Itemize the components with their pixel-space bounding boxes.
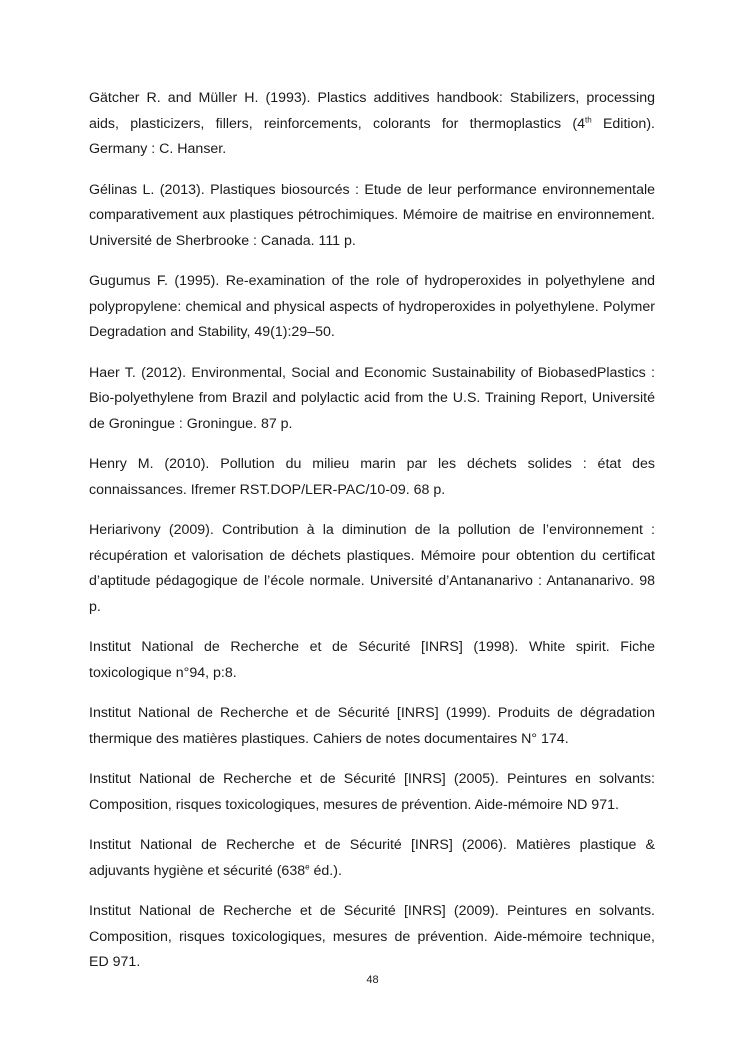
reference-gatcher-1993	[89, 86, 655, 163]
reference-inrs-2009: Institut National de Recherche et de Sécurité [INRS] (2009). Peintures en solvants. Composition, risques toxicologiques, mesures de prévention. Aide-mémoire technique, ED 971.	[89, 903, 655, 970]
reference-henry-2010: Henry M. (2010). Pollution du milieu marin par les déchets solides : état des connaissances. Ifremer RST.DOP/LER-PAC/10-09. 68 p.	[89, 456, 655, 498]
references-list	[89, 86, 655, 991]
reference-text-end: Edition). Germany : C. Hanser.	[89, 115, 655, 157]
reference-text: Institut National de Recherche et de Sécurité [INRS] (2006). Matières plastique & adjuvants hygiène et sécurité (638	[89, 837, 655, 879]
reference-inrs-1999: Institut National de Recherche et de Sécurité [INRS] (1999). Produits de dégradation thermique des matières plastiques. Cahiers de notes documentaires N° 174.	[89, 705, 655, 747]
page-number: 48	[366, 974, 379, 986]
reference-text-end: éd.).	[309, 862, 342, 879]
reference-heriarivony-2009: Heriarivony (2009). Contribution à la diminution de la pollution de l’environnement : récupération et valorisation de déchets plastiques. Mémoire pour obtention du certificat d’aptitude pédagogique de l’école normale. Université d’Antananarivo : Antananarivo. 98 p.	[89, 522, 655, 615]
ordinal-superscript: e	[305, 861, 310, 871]
reference-inrs-2006	[89, 833, 655, 884]
ordinal-superscript: th	[585, 114, 592, 124]
reference-inrs-2005: Institut National de Recherche et de Sécurité [INRS] (2005). Peintures en solvants: Composition, risques toxicologiques, mesures de prévention. Aide-mémoire ND 971.	[89, 771, 655, 813]
reference-text: Gätcher R. and Müller H. (1993). Plastics additives handbook: Stabilizers, processing aids, plasticizers, fillers, reinforcements, colorants for thermoplastics (4	[89, 90, 655, 132]
reference-gugumus-1995: Gugumus F. (1995). Re-examination of the role of hydroperoxides in polyethylene and polypropylene: chemical and physical aspects of hydroperoxides in polyethylene. Polymer Degradation and Stability, 49(1):29–50.	[89, 273, 655, 340]
reference-inrs-1998: Institut National de Recherche et de Sécurité [INRS] (1998). White spirit. Fiche toxicologique n°94, p:8.	[89, 639, 655, 681]
reference-haer-2012: Haer T. (2012). Environmental, Social and Economic Sustainability of BiobasedPlastics : Bio-polyethylene from Brazil and polylactic acid from the U.S. Training Report, Université de Groningue : Groningue. 87 p.	[89, 364, 655, 432]
reference-gelinas-2013: Gélinas L. (2013). Plastiques biosourcés : Etude de leur performance environnementale comparativement aux plastiques pétrochimiques. Mémoire de maitrise en environnement. Université de Sherbrooke : Canada. 111 p.	[89, 181, 655, 249]
